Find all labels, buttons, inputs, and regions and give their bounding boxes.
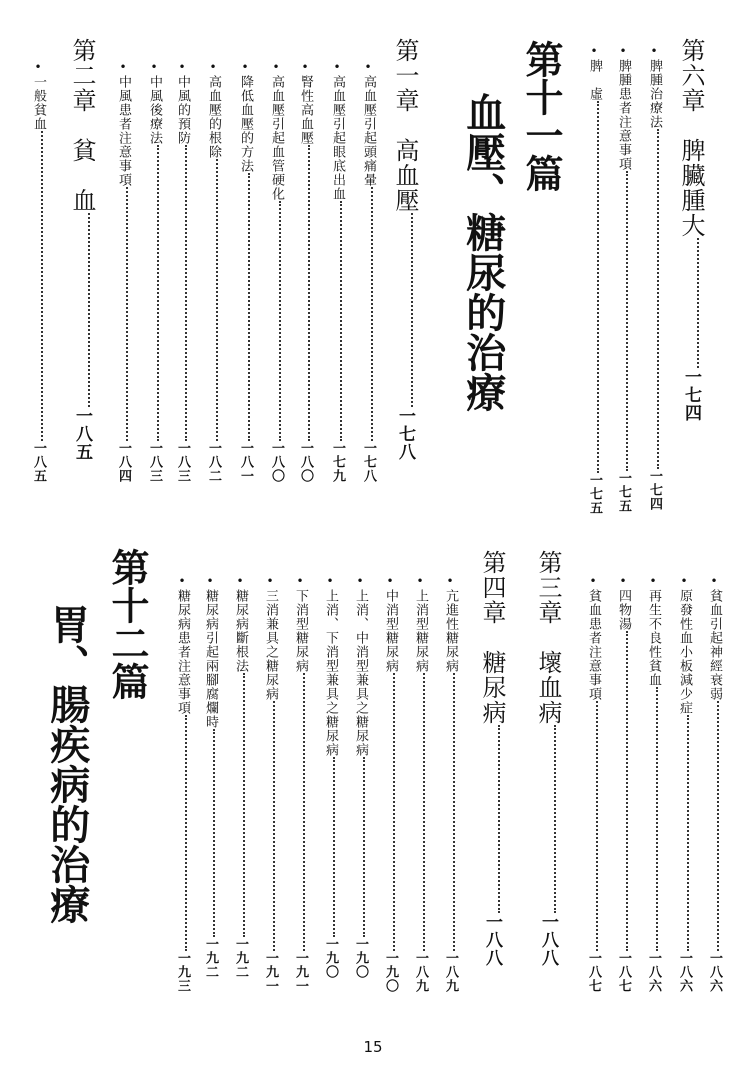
chapter-2-page: 一八五 (72, 407, 92, 461)
dot-leader (453, 673, 455, 951)
bullet-icon: • (269, 60, 283, 75)
dot-leader (656, 687, 658, 951)
dot-leader (411, 213, 413, 407)
toc-item[interactable] (148, 60, 161, 483)
dot-leader (423, 673, 425, 951)
toc-item[interactable] (648, 44, 661, 511)
toc-item[interactable] (587, 574, 600, 993)
dot-leader (363, 757, 365, 937)
bullet-icon: • (203, 574, 217, 589)
toc-item[interactable] (264, 574, 277, 993)
bullet-icon: • (116, 60, 130, 75)
toc-item-label: 再生不良性貧血 (646, 589, 661, 687)
dot-leader (687, 715, 689, 951)
bullet-icon: • (616, 574, 630, 589)
toc-item-page: 一八一 (238, 441, 253, 483)
toc-item-page: 一七五 (616, 471, 631, 513)
toc-item-page: 一九二 (233, 937, 248, 979)
bullet-icon: • (383, 574, 397, 589)
toc-item-label: 糖尿病患者注意事項 (175, 589, 190, 715)
toc-item-page: 一八三 (175, 441, 190, 483)
toc-item-label: 脾腫治療法 (647, 59, 662, 129)
toc-item-page: 一八三 (147, 441, 162, 483)
toc-item-page: 一八四 (116, 441, 131, 483)
dot-leader (243, 673, 245, 937)
toc-item[interactable] (32, 60, 45, 483)
toc-item[interactable] (362, 60, 375, 483)
bullet-icon: • (238, 60, 252, 75)
dot-leader (657, 129, 659, 469)
dot-leader (248, 173, 250, 441)
toc-item-label: 上消型糖尿病 (413, 589, 428, 673)
toc-item-label: 上消、下消型兼具之糖尿病 (323, 589, 338, 757)
dot-leader (333, 757, 335, 937)
toc-item[interactable] (294, 574, 307, 993)
dot-leader (185, 145, 187, 441)
toc-item-label: 貧血患者注意事項 (586, 589, 601, 701)
toc-item-page: 一九〇 (323, 937, 338, 979)
toc-item-page: 一九二 (203, 937, 218, 979)
toc-item-label: 腎性高血壓 (298, 75, 313, 145)
dot-leader (393, 673, 395, 951)
chapter-2-title: 第二章 貧 血 (68, 38, 96, 213)
toc-item-label: 中風的預防 (175, 75, 190, 145)
toc-item-page: 一八五 (31, 441, 46, 483)
toc-item-label: 高血壓引起頭痛暈 (361, 75, 376, 187)
toc-item-page: 一八〇 (298, 441, 313, 483)
chapter-6-title: 第六章 脾臟腫大 (677, 38, 705, 238)
toc-item-page: 一八六 (707, 951, 722, 993)
dot-leader (216, 159, 218, 441)
toc-item-label: 貧血引起神經衰弱 (707, 589, 722, 701)
bullet-icon: • (298, 60, 312, 75)
dot-leader (371, 187, 373, 441)
dot-leader (717, 701, 719, 951)
bullet-icon: • (175, 60, 189, 75)
toc-item[interactable] (617, 44, 630, 513)
toc-item-page: 一八〇 (269, 441, 284, 483)
toc-item-label: 中消型糖尿病 (383, 589, 398, 673)
toc-item[interactable] (270, 60, 283, 483)
bullet-icon: • (293, 574, 307, 589)
bullet-icon: • (233, 574, 247, 589)
toc-item-page: 一九〇 (383, 951, 398, 993)
toc-item[interactable] (678, 574, 691, 993)
dot-leader (597, 101, 599, 473)
chapter-1-entry[interactable] (393, 38, 417, 461)
page-number: 15 (363, 1038, 383, 1056)
dot-leader (185, 715, 187, 951)
toc-item[interactable] (324, 574, 337, 979)
dot-leader (626, 171, 628, 471)
dot-leader (340, 201, 342, 441)
toc-item-label: 高血壓引起血管硬化 (269, 75, 284, 201)
toc-item[interactable] (354, 574, 367, 979)
toc-item-page: 一九三 (175, 951, 190, 993)
dot-leader (41, 131, 43, 441)
toc-item[interactable] (176, 574, 189, 993)
bullet-icon: • (31, 60, 45, 75)
toc-item-page: 一九一 (263, 951, 278, 993)
toc-item-label: 中風患者注意事項 (116, 75, 131, 187)
bullet-icon: • (707, 574, 721, 589)
dot-leader (697, 238, 699, 368)
dot-leader (157, 145, 159, 441)
chapter-1-page: 一七八 (395, 407, 415, 461)
bullet-icon: • (323, 574, 337, 589)
part-12-name: 胃、腸疾病的治療 (43, 604, 90, 924)
dot-leader (303, 673, 305, 951)
toc-item-page: 一八七 (616, 951, 631, 993)
toc-item[interactable] (176, 60, 189, 483)
chapter-4-title: 第四章 糖尿病 (478, 550, 506, 725)
toc-item-label: 高血壓的根除 (206, 75, 221, 159)
chapter-3-entry[interactable] (536, 550, 560, 967)
dot-leader (596, 701, 598, 951)
toc-item[interactable] (204, 574, 217, 979)
bullet-icon: • (147, 60, 161, 75)
chapter-4-entry[interactable] (480, 550, 504, 967)
part-11-number: 第十一篇 (519, 40, 563, 192)
bullet-icon: • (647, 44, 661, 59)
bullet-icon: • (677, 574, 691, 589)
toc-item[interactable] (708, 574, 721, 993)
dot-leader (498, 725, 500, 913)
toc-item-page: 一八六 (646, 951, 661, 993)
chapter-1-title: 第一章 高血壓 (391, 38, 419, 213)
toc-item-label: 糖尿病引起兩腳腐爛時 (203, 589, 218, 729)
toc-item[interactable] (234, 574, 247, 979)
toc-item[interactable] (207, 60, 220, 483)
toc-item-page: 一八六 (677, 951, 692, 993)
bullet-icon: • (353, 574, 367, 589)
toc-item-page: 一七四 (647, 469, 662, 511)
part-11-name: 血壓、糖尿的治療 (459, 92, 506, 412)
dot-leader (308, 145, 310, 441)
toc-item-label: 中風後療法 (147, 75, 162, 145)
bullet-icon: • (206, 60, 220, 75)
toc-item-label: 高血壓引起眼底出血 (330, 75, 345, 201)
toc-item-label: 糖尿病斷根法 (233, 589, 248, 673)
bullet-icon: • (443, 574, 457, 589)
toc-item[interactable] (331, 60, 344, 483)
chapter-6-page: 一七四 (681, 368, 701, 422)
chapter-4-page: 一八八 (482, 913, 502, 967)
toc-item-label: 上消、中消型兼具之糖尿病 (353, 589, 368, 757)
toc-item[interactable] (299, 60, 312, 483)
toc-item-page: 一八七 (586, 951, 601, 993)
toc-item-label: 原發性血小板減少症 (677, 589, 692, 715)
dot-leader (88, 213, 90, 407)
bullet-icon: • (587, 44, 601, 59)
toc-item-page: 一九一 (293, 951, 308, 993)
toc-item[interactable] (617, 574, 630, 993)
toc-item-page: 一七五 (587, 473, 602, 515)
toc-item-label: 脾 虛 (587, 59, 602, 101)
bullet-icon: • (330, 60, 344, 75)
toc-item-page: 一七九 (330, 441, 345, 483)
bullet-icon: • (361, 60, 375, 75)
dot-leader (279, 201, 281, 441)
toc-item-label: 下消型糖尿病 (293, 589, 308, 673)
bullet-icon: • (413, 574, 427, 589)
toc-item[interactable] (444, 574, 457, 993)
chapter-2-entry[interactable] (70, 38, 94, 461)
dot-leader (626, 631, 628, 951)
toc-item-label: 降低血壓的方法 (238, 75, 253, 173)
chapter-3-page: 一八八 (538, 913, 558, 967)
dot-leader (273, 701, 275, 951)
toc-item-label: 一般貧血 (31, 75, 46, 131)
dot-leader (213, 729, 215, 937)
toc-item[interactable] (117, 60, 130, 483)
toc-item[interactable] (414, 574, 427, 993)
toc-item-label: 四物湯 (616, 589, 631, 631)
bullet-icon: • (616, 44, 630, 59)
bullet-icon: • (175, 574, 189, 589)
toc-item-page: 一八九 (413, 951, 428, 993)
toc-item[interactable] (647, 574, 660, 993)
toc-item[interactable] (384, 574, 397, 993)
toc-item-page: 一九〇 (353, 937, 368, 979)
bullet-icon: • (646, 574, 660, 589)
toc-item-label: 脾腫患者注意事項 (616, 59, 631, 171)
dot-leader (126, 187, 128, 441)
dot-leader (554, 725, 556, 913)
bullet-icon: • (263, 574, 277, 589)
toc-item-page: 一七八 (361, 441, 376, 483)
toc-item[interactable] (588, 44, 601, 515)
part-12-number: 第十二篇 (105, 548, 149, 700)
toc-item-page: 一八九 (443, 951, 458, 993)
toc-item[interactable] (239, 60, 252, 483)
bullet-icon: • (586, 574, 600, 589)
chapter-6-entry[interactable] (679, 38, 703, 422)
toc-item-label: 亢進性糖尿病 (443, 589, 458, 673)
toc-item-page: 一八二 (206, 441, 221, 483)
toc-item-label: 三消兼具之糖尿病 (263, 589, 278, 701)
chapter-3-title: 第三章 壞血病 (534, 550, 562, 725)
